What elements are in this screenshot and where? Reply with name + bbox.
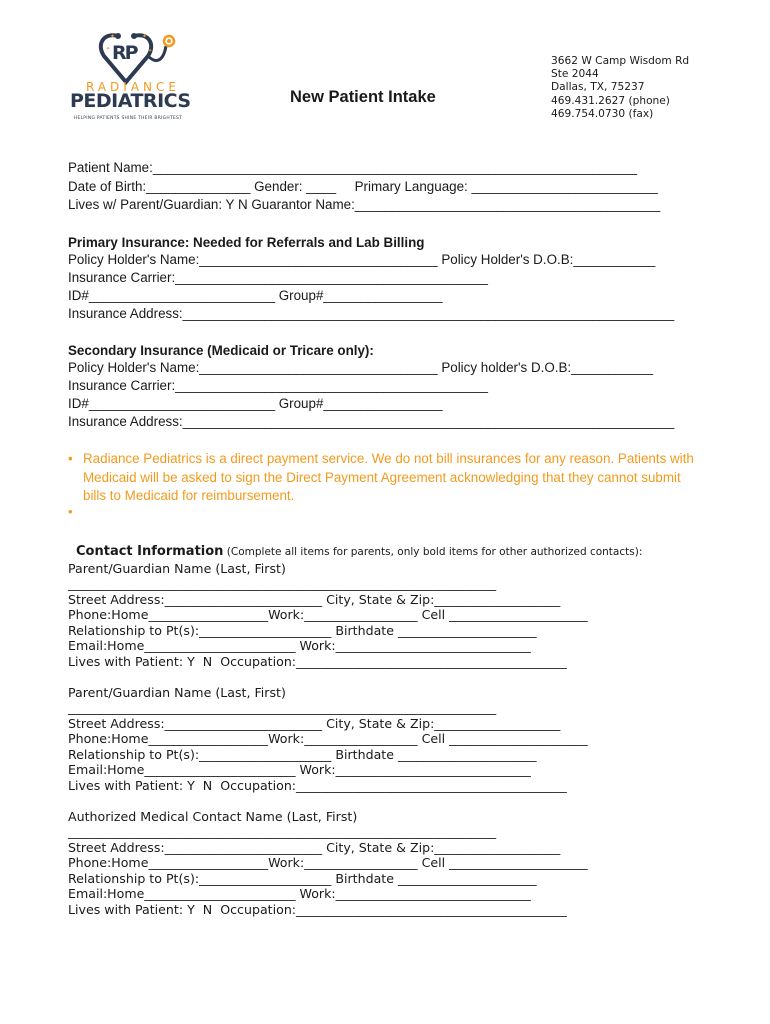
primary-insurance-heading: Primary Insurance: Needed for Referrals and Lab Billing: [68, 235, 425, 250]
address-line: 469.754.0730 (fax): [551, 107, 654, 120]
contact-name-field[interactable]: ____________________________________________________________________: [68, 824, 497, 839]
contact-email-field[interactable]: Email:Home________________________ Work:_______________________________: [68, 638, 531, 653]
logo-brand-main: PEDIATRICS: [70, 90, 191, 112]
contact-email-field[interactable]: Email:Home________________________ Work:_______________________________: [68, 886, 531, 901]
contact-heading-note: (Complete all items for parents, only bold items for other authorized contacts):: [223, 546, 643, 558]
radiance-pediatrics-logo: [66, 28, 190, 126]
contact-street-field[interactable]: Street Address:_________________________ City, State & Zip:____________________: [68, 592, 561, 607]
contact-name-field[interactable]: ____________________________________________________________________: [68, 576, 497, 591]
logo-monogram: RP: [112, 42, 137, 64]
contact-heading-label: Contact Information: [76, 544, 224, 559]
svg-text:✦: ✦: [142, 33, 148, 40]
contact-street-field[interactable]: Street Address:_________________________ City, State & Zip:____________________: [68, 716, 561, 731]
clinic-address: [551, 55, 689, 121]
address-line: Ste 2044: [551, 68, 599, 81]
address-line: Dallas, TX, 75237: [551, 81, 645, 94]
contact-lives-field[interactable]: Lives with Patient: Y N Occupation:___________________________________________: [68, 654, 567, 669]
page-title: New Patient Intake: [290, 88, 436, 106]
contact-phone-field[interactable]: Phone:Home___________________Work:__________________ Cell ______________________: [68, 855, 588, 870]
contact-phone-field[interactable]: Phone:Home___________________Work:__________________ Cell ______________________: [68, 607, 588, 622]
address-line: 469.431.2627 (phone): [551, 94, 670, 107]
svg-text:✦: ✦: [106, 46, 111, 52]
contact-relationship-field[interactable]: Relationship to Pt(s):_____________________ Birthdate ______________________: [68, 623, 537, 638]
contact-street-field[interactable]: Street Address:_________________________ City, State & Zip:____________________: [68, 840, 561, 855]
patient-name-field[interactable]: Patient Name:_________________________________________________________________: [68, 160, 637, 175]
contact-block-title: Parent/Guardian Name (Last, First): [68, 561, 286, 576]
empty-bullet: •: [68, 504, 73, 519]
contact-phone-field[interactable]: Phone:Home___________________Work:__________________ Cell ______________________: [68, 731, 588, 746]
contact-relationship-field[interactable]: Relationship to Pt(s):_____________________ Birthdate ______________________: [68, 871, 537, 886]
primary-id-group-field[interactable]: ID#_________________________ Group#________________: [68, 288, 443, 303]
contact-relationship-field[interactable]: Relationship to Pt(s):_____________________ Birthdate ______________________: [68, 747, 537, 762]
svg-text:✦: ✦: [110, 33, 116, 40]
contact-block-title: Parent/Guardian Name (Last, First): [68, 685, 286, 700]
svg-text:✦: ✦: [148, 48, 153, 54]
dob-gender-language-field[interactable]: Date of Birth:______________ Gender: ____ Primary Language: _________________________: [68, 179, 658, 194]
address-line: 3662 W Camp Wisdom Rd: [551, 55, 690, 67]
primary-insurance-address-field[interactable]: Insurance Address:__________________________________________________________________: [68, 306, 675, 321]
notice-bullet: •: [68, 451, 73, 466]
logo-tagline: HELPING PATIENTS SHINE THEIR BRIGHTEST: [73, 116, 183, 121]
secondary-carrier-field[interactable]: Insurance Carrier:__________________________________________: [68, 378, 488, 393]
logo-brand-top: RADIANCE: [86, 80, 180, 94]
contact-block-title: Authorized Medical Contact Name (Last, First): [68, 809, 358, 824]
secondary-insurance-heading: Secondary Insurance (Medicaid or Tricare only):: [68, 343, 374, 358]
secondary-id-group-field[interactable]: ID#_________________________ Group#________________: [68, 396, 443, 411]
contact-lives-field[interactable]: Lives with Patient: Y N Occupation:___________________________________________: [68, 778, 567, 793]
notice-text: Radiance Pediatrics is a direct payment service. We do not bill insurances for any reason. Patients with Medicaid will be asked to sign the Direct Payment Agreement acknowledging that they cannot submit bills to Medicaid for reimbursement.: [83, 451, 694, 503]
primary-policy-holder-field[interactable]: Policy Holder's Name:________________________________ Policy Holder's D.O.B:___________: [68, 252, 656, 267]
guardian-guarantor-field[interactable]: Lives w/ Parent/Guardian: Y N Guarantor Name:_________________________________________: [68, 197, 661, 212]
primary-carrier-field[interactable]: Insurance Carrier:__________________________________________: [68, 270, 488, 285]
secondary-policy-holder-field[interactable]: Policy Holder's Name:________________________________ Policy holder's D.O.B:___________: [68, 360, 654, 375]
contact-information-heading: [68, 524, 642, 560]
contact-lives-field[interactable]: Lives with Patient: Y N Occupation:___________________________________________: [68, 902, 567, 917]
contact-name-field[interactable]: ____________________________________________________________________: [68, 700, 497, 715]
secondary-insurance-address-field[interactable]: Insurance Address:__________________________________________________________________: [68, 414, 675, 429]
contact-email-field[interactable]: Email:Home________________________ Work:_______________________________: [68, 762, 531, 777]
